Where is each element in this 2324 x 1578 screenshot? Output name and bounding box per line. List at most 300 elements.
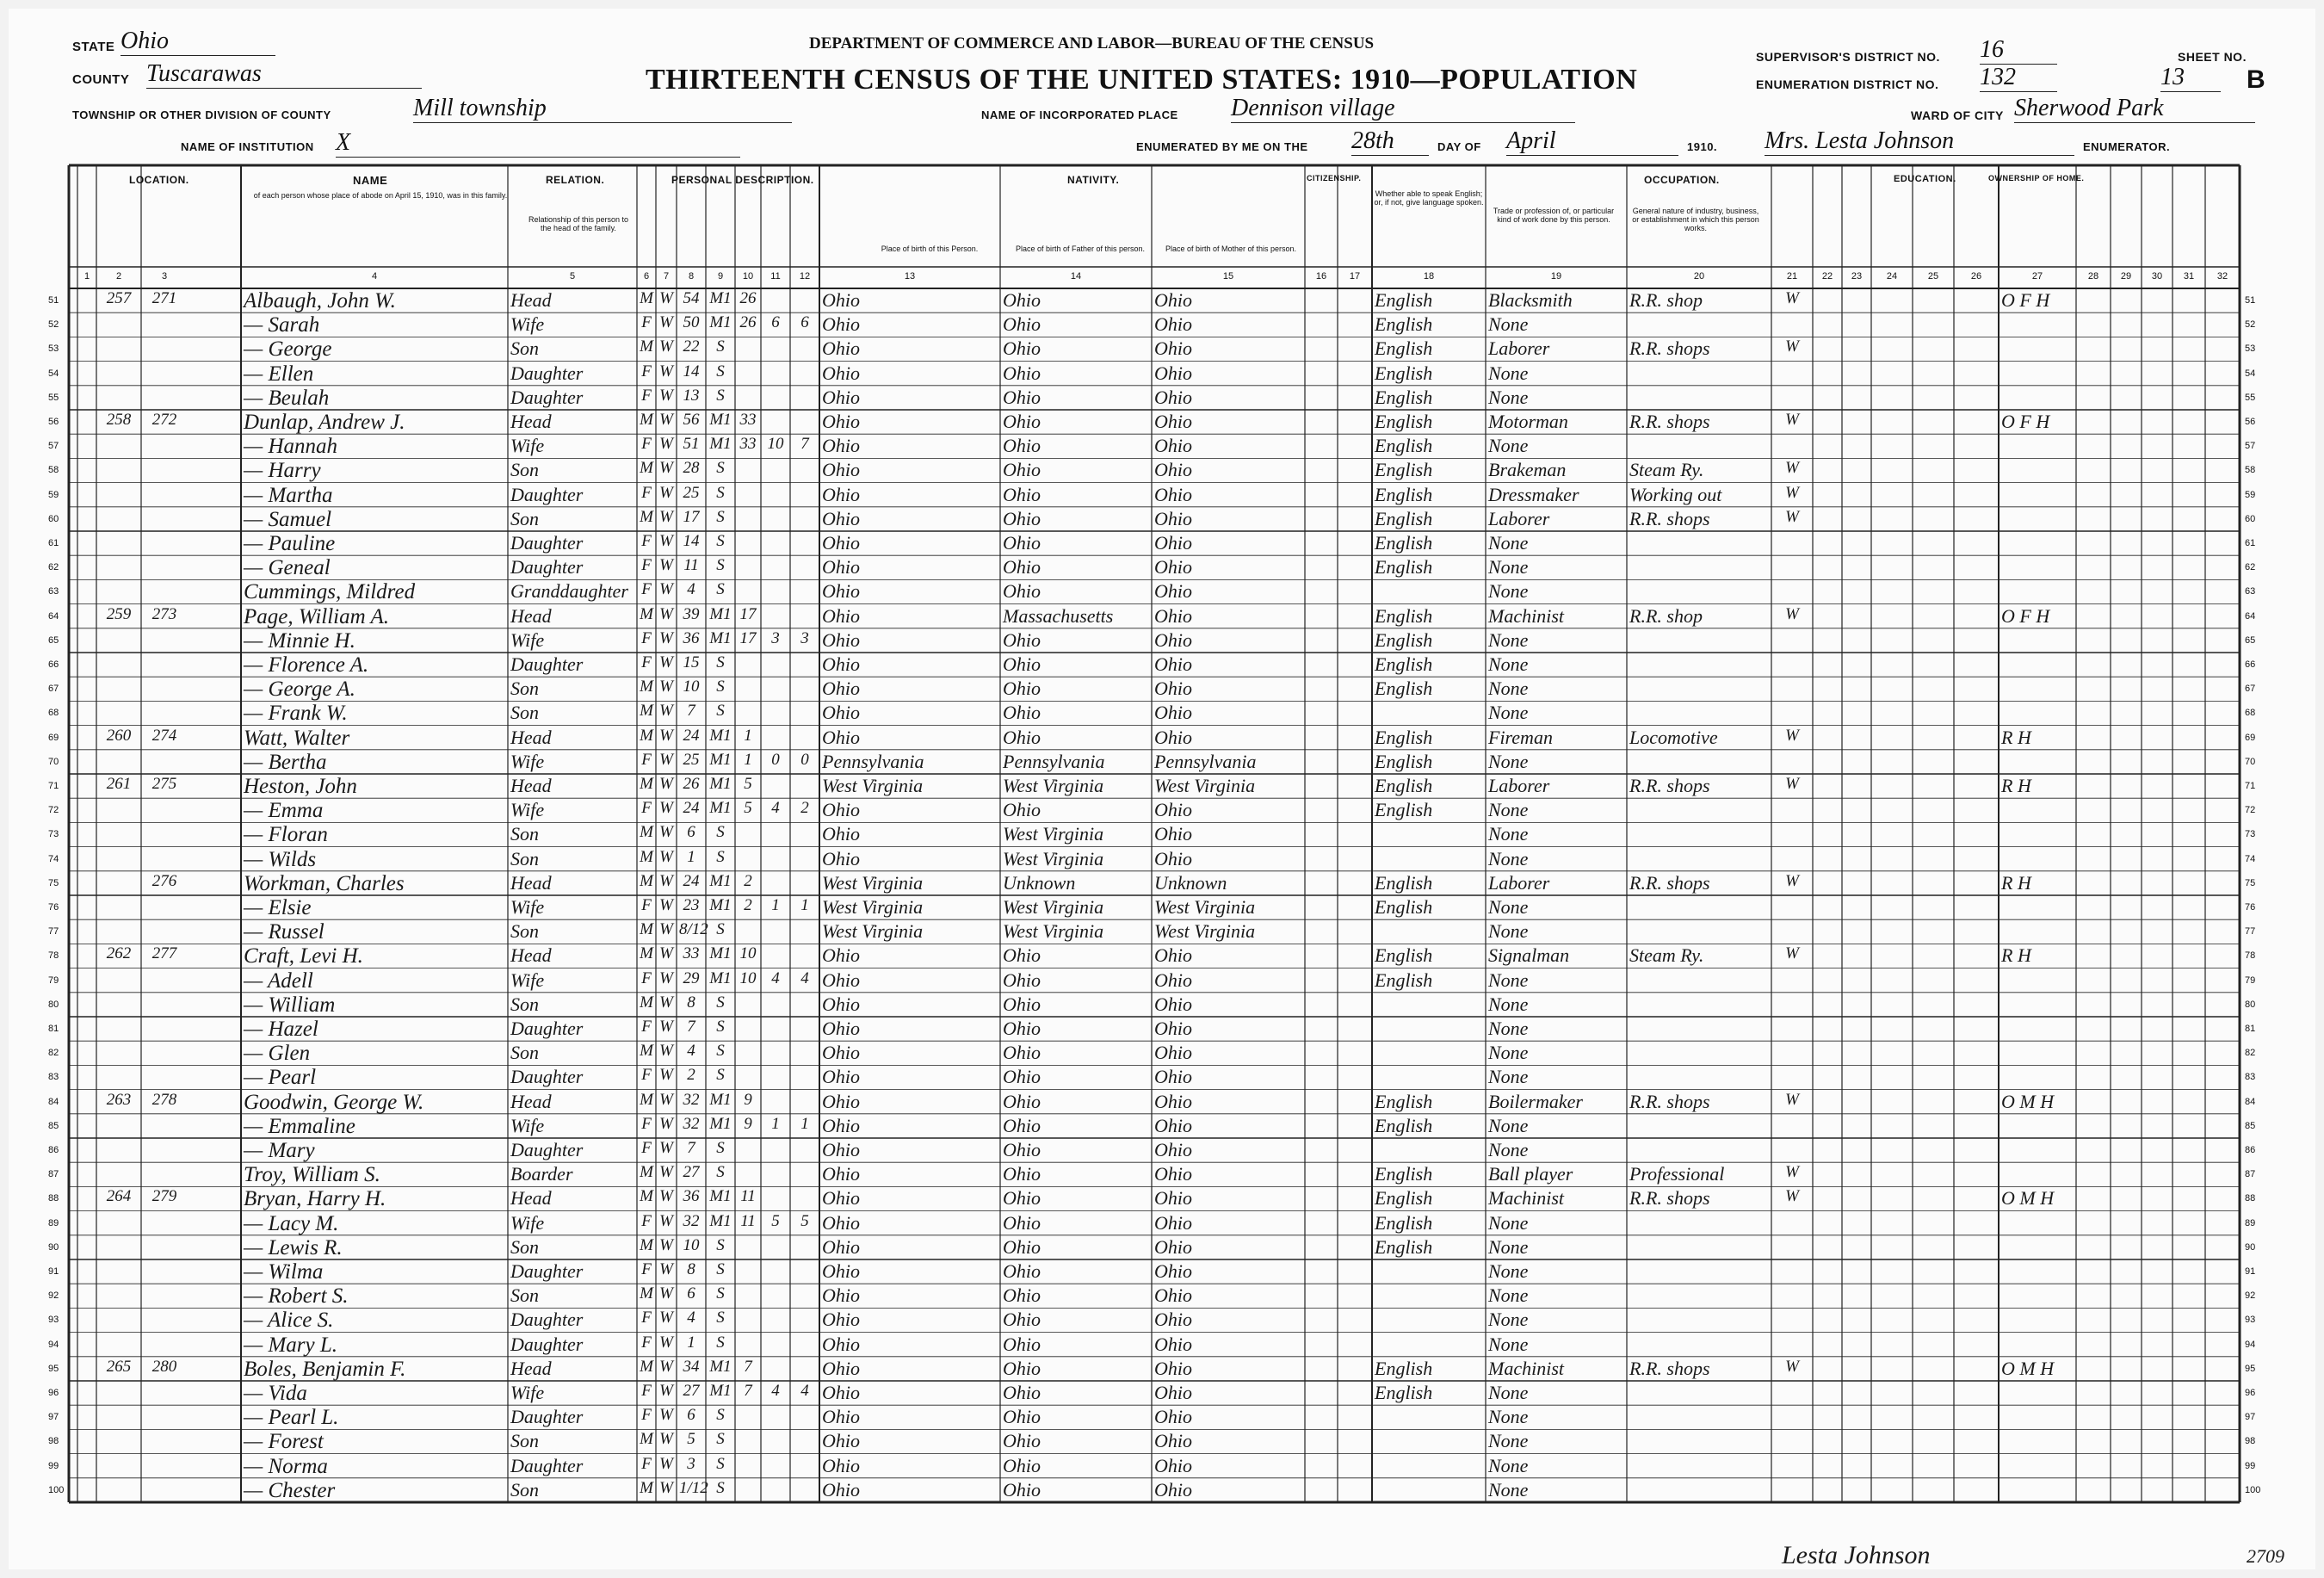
cell-rel: Son [510, 507, 539, 529]
cell-pobf: Ohio [1003, 483, 1041, 505]
line-number-right: 65 [2245, 634, 2256, 646]
cell-lang: English [1375, 1357, 1433, 1379]
cell-emp: W [1785, 289, 1799, 307]
cell-name: — Hazel [244, 1018, 318, 1041]
line-number-right: 93 [2245, 1315, 2256, 1326]
cell-name: Cummings, Mildred [244, 580, 416, 604]
line-number-left: 60 [48, 513, 59, 524]
cell-pobf: Ohio [1003, 1114, 1041, 1136]
cell-rel: Son [510, 1430, 539, 1452]
cell-pobf: Ohio [1003, 1139, 1041, 1160]
line-number-left: 69 [48, 732, 59, 743]
nativity-heading: NATIVITY. [1067, 174, 1120, 186]
cell-sex: F [641, 313, 652, 332]
cell-yrs: 7 [744, 1357, 752, 1376]
line-number-left: 94 [48, 1339, 59, 1350]
cell-name: — William [244, 993, 336, 1017]
cell-mar: S [716, 1018, 725, 1036]
cell-emp: W [1785, 337, 1799, 356]
cell-lang: English [1375, 1235, 1433, 1258]
cell-yrs: 11 [740, 1187, 756, 1206]
cell-pob: Ohio [822, 289, 860, 311]
cell-age: 33 [683, 944, 700, 963]
cell-sex: M [640, 1163, 653, 1182]
cell-name: — Robert S. [244, 1284, 349, 1309]
cell-mar: M1 [709, 871, 732, 890]
sheet-label: SHEET NO. [2178, 50, 2247, 64]
cell-pob: Ohio [822, 653, 860, 675]
cell-mar: S [716, 1309, 725, 1327]
cell-pobf: Ohio [1003, 799, 1041, 821]
line-number-right: 76 [2245, 902, 2256, 913]
cell-sex: F [641, 1260, 652, 1278]
line-number-left: 57 [48, 441, 59, 452]
cell-house: 257 [106, 289, 132, 307]
cell-pob: West Virginia [822, 871, 924, 894]
cell-age: 10 [683, 1235, 700, 1254]
cell-name: — Chester [244, 1478, 336, 1502]
census-sheet [9, 9, 2315, 1569]
cell-sex: F [641, 653, 652, 671]
cell-trade: None [1488, 1333, 1529, 1355]
line-number-right: 66 [2245, 659, 2256, 670]
line-number-right: 75 [2245, 877, 2256, 888]
cell-lang: English [1375, 1114, 1433, 1136]
cell-trade: None [1488, 1260, 1529, 1282]
cell-pobf: West Virginia [1003, 896, 1104, 918]
line-number-left: 90 [48, 1241, 59, 1253]
line-number-right: 52 [2245, 319, 2256, 331]
cell-yrs: 9 [744, 1114, 752, 1133]
cell-mar: S [716, 580, 725, 599]
cell-ind: Locomotive [1629, 726, 1718, 748]
cell-yrs: 5 [744, 775, 752, 793]
cell-rel: Daughter [510, 556, 584, 579]
cell-name: — Pauline [244, 532, 336, 555]
line-number-left: 70 [48, 756, 59, 767]
cell-sex: M [640, 1042, 653, 1061]
cell-mar: M1 [709, 313, 732, 332]
cell-emp: W [1785, 459, 1799, 478]
cell-ind: Steam Ry. [1629, 459, 1704, 481]
cell-pobf: Ohio [1003, 362, 1041, 384]
cell-mar: S [716, 1066, 725, 1085]
column-number: 1 [83, 271, 90, 282]
cell-sex: M [640, 411, 653, 429]
cell-fam: 274 [151, 726, 177, 745]
cell-yrs: 26 [739, 313, 757, 332]
cell-age: 4 [687, 1309, 695, 1327]
cell-rel: Wife [510, 313, 545, 336]
cell-rel: Boarder [510, 1163, 573, 1185]
line-number-left: 79 [48, 975, 59, 986]
cell-mar: S [716, 847, 725, 866]
column-number: 16 [1315, 271, 1327, 282]
cell-age: 6 [687, 823, 695, 842]
cell-pobf: West Virginia [1003, 775, 1104, 796]
cell-pob: Ohio [822, 1163, 860, 1185]
cell-age: 11 [683, 556, 699, 575]
cell-rel: Son [510, 920, 539, 943]
cell-age: 22 [683, 337, 700, 356]
cell-sex: F [641, 1066, 652, 1085]
column-number: 30 [2151, 271, 2163, 282]
cell-yrs: 2 [744, 871, 752, 890]
column-number: 22 [1821, 271, 1833, 282]
cell-age: 27 [683, 1382, 700, 1400]
cell-sex: F [641, 1406, 652, 1425]
cell-mar: S [716, 1139, 725, 1157]
column-number: 24 [1886, 271, 1898, 282]
line-number-right: 86 [2245, 1145, 2256, 1155]
cell-pobf: Ohio [1003, 1284, 1041, 1307]
cell-race: W [659, 1211, 673, 1230]
cell-age: 25 [683, 483, 700, 502]
line-number-right: 64 [2245, 610, 2256, 622]
day-label: DAY OF [1437, 140, 1481, 153]
line-number-left: 74 [48, 853, 59, 864]
cell-yrs: 2 [744, 896, 752, 914]
state-label: STATE [72, 40, 115, 54]
cell-trade: Machinist [1488, 1357, 1564, 1379]
cell-pobm: Ohio [1154, 1406, 1192, 1428]
institution-value: X [336, 129, 740, 158]
cell-trade: None [1488, 847, 1529, 869]
place-value: Dennison village [1231, 95, 1575, 123]
cell-rel: Son [510, 847, 539, 869]
cell-race: W [659, 871, 673, 890]
line-number-right: 94 [2245, 1339, 2256, 1350]
cell-house: 258 [106, 411, 132, 429]
cell-sex: M [640, 1357, 653, 1376]
cell-pob: Ohio [822, 1284, 860, 1307]
line-number-left: 100 [48, 1484, 65, 1495]
line-number-left: 99 [48, 1460, 59, 1471]
cell-race: W [659, 653, 673, 671]
line-number-right: 67 [2245, 684, 2256, 695]
cell-yrs: 9 [744, 1090, 752, 1109]
cell-pobm: Ohio [1154, 532, 1192, 554]
cell-lang: English [1375, 750, 1433, 772]
cell-mar: S [716, 532, 725, 550]
cell-pobf: Ohio [1003, 1066, 1041, 1088]
column-number: 21 [1786, 271, 1798, 282]
cell-pobf: Ohio [1003, 459, 1041, 481]
cell-living: 6 [800, 313, 809, 332]
cell-lang: English [1375, 532, 1433, 554]
cell-trade: None [1488, 1139, 1529, 1160]
cell-pobm: West Virginia [1154, 920, 1256, 943]
cell-mar: S [716, 823, 725, 842]
cell-trade: None [1488, 556, 1529, 579]
line-number-left: 81 [48, 1024, 59, 1034]
cell-race: W [659, 1042, 673, 1061]
cell-rel: Head [510, 1187, 552, 1210]
cell-name: — Martha [244, 483, 333, 507]
cell-trade: Dressmaker [1488, 483, 1579, 505]
cell-mar: S [716, 1260, 725, 1278]
line-number-left: 91 [48, 1266, 59, 1277]
cell-emp: W [1785, 1187, 1799, 1206]
cell-emp: W [1785, 507, 1799, 526]
cell-mar: M1 [709, 896, 732, 914]
cell-trade: None [1488, 968, 1529, 991]
cell-age: 8 [687, 1260, 695, 1278]
cell-trade: None [1488, 386, 1529, 408]
line-number-left: 56 [48, 417, 59, 427]
cell-name: — Samuel [244, 507, 332, 531]
cell-ind: R.R. shops [1629, 1357, 1710, 1379]
line-number-left: 63 [48, 586, 59, 597]
line-number-right: 78 [2245, 950, 2256, 962]
cell-trade: None [1488, 435, 1529, 457]
cell-pob: Ohio [822, 1187, 860, 1210]
line-number-right: 55 [2245, 392, 2256, 403]
cell-sex: F [641, 1382, 652, 1400]
language-note: Whether able to speak English; or, if not, give language spoken. [1374, 189, 1484, 207]
line-number-right: 74 [2245, 853, 2256, 864]
cell-name: — Glen [244, 1042, 311, 1066]
cell-ind: R.R. shops [1629, 507, 1710, 529]
cell-sex: F [641, 556, 652, 575]
cell-name: — Pearl [244, 1066, 317, 1090]
line-number-right: 96 [2245, 1388, 2256, 1398]
cell-rel: Wife [510, 628, 545, 651]
cell-age: 25 [683, 750, 700, 769]
cell-own: O F H [2001, 604, 2050, 627]
cell-fam: 273 [151, 604, 177, 623]
cell-name: — Lewis R. [244, 1235, 343, 1259]
cell-race: W [659, 556, 673, 575]
township-label: TOWNSHIP OR OTHER DIVISION OF COUNTY [72, 108, 331, 121]
cell-race: W [659, 532, 673, 550]
cell-sex: F [641, 750, 652, 769]
cell-trade: Motorman [1488, 411, 1568, 432]
line-number-left: 64 [48, 610, 59, 622]
cell-age: 15 [683, 653, 700, 671]
cell-lang: English [1375, 968, 1433, 991]
cell-mar: M1 [709, 1114, 732, 1133]
cell-name: — George [244, 337, 332, 362]
cell-house: 260 [106, 726, 132, 745]
cell-pobm: Ohio [1154, 1187, 1192, 1210]
cell-age: 3 [687, 1454, 695, 1473]
cell-pob: Ohio [822, 968, 860, 991]
line-number-left: 77 [48, 926, 59, 938]
cell-pobm: Ohio [1154, 726, 1192, 748]
cell-house: 259 [106, 604, 132, 623]
line-number-left: 73 [48, 829, 59, 840]
line-number-left: 61 [48, 538, 59, 548]
line-number-left: 78 [48, 950, 59, 962]
cell-rel: Wife [510, 1211, 545, 1234]
cell-mar: S [716, 337, 725, 356]
cell-name: — Emma [244, 799, 324, 823]
cell-trade: Machinist [1488, 604, 1564, 627]
cell-pobm: Ohio [1154, 1211, 1192, 1234]
cell-mar: S [716, 1478, 725, 1497]
cell-own: R H [2001, 726, 2031, 748]
line-number-left: 53 [48, 343, 59, 355]
cell-pobm: Ohio [1154, 1163, 1192, 1185]
cell-race: W [659, 507, 673, 526]
cell-mar: S [716, 1235, 725, 1254]
cell-yrs: 1 [744, 726, 752, 745]
cell-pob: Ohio [822, 362, 860, 384]
cell-living: 1 [800, 1114, 809, 1133]
cell-emp: W [1785, 1357, 1799, 1376]
cell-sex: M [640, 847, 653, 866]
enumerated-label: ENUMERATED BY ME ON THE [1136, 140, 1308, 153]
cell-race: W [659, 847, 673, 866]
line-number-right: 80 [2245, 999, 2256, 1010]
cell-rel: Wife [510, 896, 545, 918]
cell-trade: None [1488, 1309, 1529, 1331]
cell-own: R H [2001, 871, 2031, 894]
citizenship-heading: CITIZENSHIP. [1307, 174, 1362, 183]
cell-pobf: Ohio [1003, 1333, 1041, 1355]
cell-pobm: Ohio [1154, 1090, 1192, 1112]
cell-pobm: Ohio [1154, 1357, 1192, 1379]
line-number-right: 88 [2245, 1193, 2256, 1204]
pob-father-note: Place of birth of Father of this person. [1015, 244, 1146, 253]
line-number-right: 91 [2245, 1266, 2256, 1277]
cell-living: 3 [800, 628, 809, 647]
cell-pobm: Ohio [1154, 580, 1192, 603]
column-number: 12 [799, 271, 811, 282]
cell-lang: English [1375, 507, 1433, 529]
cell-sex: M [640, 1284, 653, 1303]
cell-trade: None [1488, 1478, 1529, 1501]
cell-sex: F [641, 1114, 652, 1133]
cell-mar: S [716, 920, 725, 939]
cell-house: 265 [106, 1357, 132, 1376]
cell-race: W [659, 483, 673, 502]
line-number-right: 92 [2245, 1290, 2256, 1302]
cell-trade: None [1488, 1042, 1529, 1064]
line-number-right: 63 [2245, 586, 2256, 597]
column-number: 23 [1851, 271, 1863, 282]
cell-mar: S [716, 1163, 725, 1182]
cell-trade: None [1488, 799, 1529, 821]
cell-pobm: Ohio [1154, 1235, 1192, 1258]
cell-fam: 277 [151, 944, 177, 963]
cell-pob: Ohio [822, 507, 860, 529]
cell-trade: None [1488, 993, 1529, 1015]
cell-pob: Ohio [822, 556, 860, 579]
cell-pob: Ohio [822, 483, 860, 505]
cell-name: — Ellen [244, 362, 314, 386]
cell-race: W [659, 386, 673, 405]
cell-age: 10 [683, 678, 700, 696]
line-number-right: 95 [2245, 1363, 2256, 1374]
cell-name: — Emmaline [244, 1114, 355, 1138]
cell-pobf: Ohio [1003, 944, 1041, 967]
cell-pobf: Ohio [1003, 993, 1041, 1015]
cell-pobf: Ohio [1003, 702, 1041, 724]
cell-sex: F [641, 532, 652, 550]
cell-fam: 276 [151, 871, 177, 890]
cell-pobm: Ohio [1154, 1309, 1192, 1331]
cell-mar: M1 [709, 1382, 732, 1400]
cell-pob: Ohio [822, 944, 860, 967]
cell-lang: English [1375, 337, 1433, 360]
cell-pobf: Ohio [1003, 1260, 1041, 1282]
cell-pob: Ohio [822, 1478, 860, 1501]
cell-pobf: Ohio [1003, 1187, 1041, 1210]
line-number-left: 82 [48, 1048, 59, 1059]
cell-born: 6 [771, 313, 780, 332]
cell-ind: R.R. shops [1629, 1090, 1710, 1112]
cell-lang: English [1375, 483, 1433, 505]
cell-pobm: Ohio [1154, 362, 1192, 384]
cell-ind: R.R. shop [1629, 604, 1703, 627]
cell-pobf: Ohio [1003, 1382, 1041, 1403]
cell-pob: Ohio [822, 337, 860, 360]
cell-rel: Son [510, 1284, 539, 1307]
line-number-left: 52 [48, 319, 59, 331]
cell-trade: None [1488, 1066, 1529, 1088]
cell-trade: None [1488, 362, 1529, 384]
cell-age: 36 [683, 1187, 700, 1206]
cell-yrs: 7 [744, 1382, 752, 1400]
cell-age: 32 [683, 1211, 700, 1230]
cell-lang: English [1375, 896, 1433, 918]
cell-pob: Ohio [822, 726, 860, 748]
cell-rel: Daughter [510, 1454, 584, 1476]
cell-living: 7 [800, 435, 809, 454]
cell-pob: Pennsylvania [822, 750, 924, 772]
cell-pob: West Virginia [822, 896, 924, 918]
cell-living: 2 [800, 799, 809, 818]
cell-born: 10 [767, 435, 784, 454]
cell-pob: West Virginia [822, 775, 924, 796]
cell-age: 26 [683, 775, 700, 793]
cell-name: — Harry [244, 459, 321, 483]
cell-sex: M [640, 1235, 653, 1254]
cell-race: W [659, 1090, 673, 1109]
line-number-left: 89 [48, 1217, 59, 1228]
cell-lang: English [1375, 944, 1433, 967]
cell-pob: Ohio [822, 1018, 860, 1039]
cell-race: W [659, 1382, 673, 1400]
cell-name: — Adell [244, 968, 313, 993]
cell-pobm: Ohio [1154, 1454, 1192, 1476]
enumerator-value: Mrs. Lesta Johnson [1765, 127, 2074, 156]
cell-rel: Wife [510, 750, 545, 772]
column-number: 5 [569, 271, 576, 282]
cell-emp: W [1785, 726, 1799, 745]
occupation-heading: OCCUPATION. [1644, 174, 1720, 186]
cell-trade: None [1488, 896, 1529, 918]
cell-house: 263 [106, 1090, 132, 1109]
cell-pobm: Ohio [1154, 1042, 1192, 1064]
cell-mar: S [716, 483, 725, 502]
cell-sex: F [641, 799, 652, 818]
line-number-right: 82 [2245, 1048, 2256, 1059]
cell-lang: English [1375, 1382, 1433, 1403]
cell-name: Watt, Walter [244, 726, 350, 750]
cell-pob: Ohio [822, 1090, 860, 1112]
cell-race: W [659, 823, 673, 842]
cell-rel: Wife [510, 435, 545, 457]
cell-own: O M H [2001, 1357, 2055, 1379]
cell-mar: M1 [709, 1357, 732, 1376]
cell-pob: Ohio [822, 628, 860, 651]
cell-race: W [659, 1114, 673, 1133]
cell-age: 2 [687, 1066, 695, 1085]
cell-yrs: 1 [744, 750, 752, 769]
